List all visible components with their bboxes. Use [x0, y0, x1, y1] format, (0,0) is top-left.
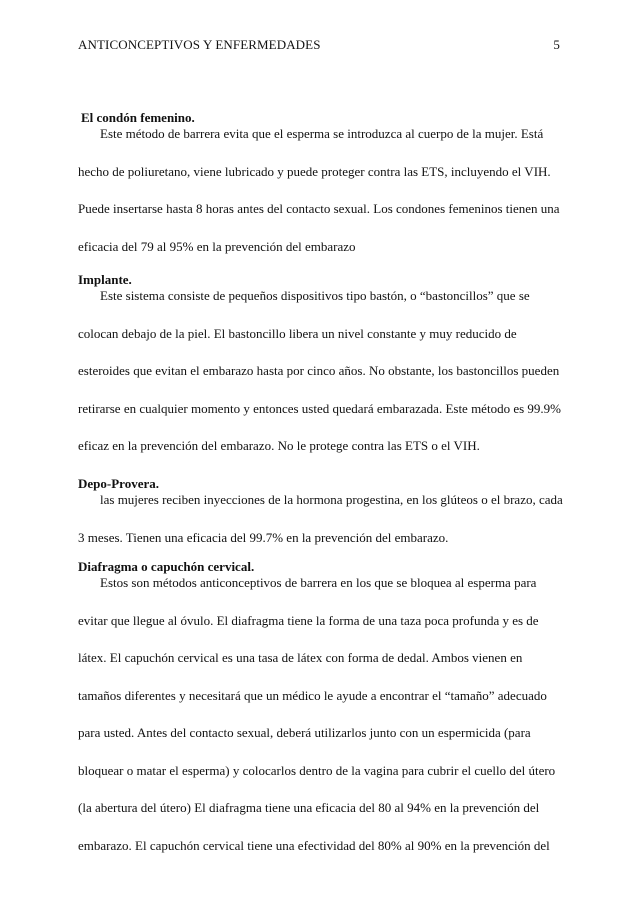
paragraph-line: tamaños diferentes y necesitará que un médico le ayude a encontrar el “tamaño” adecuado: [78, 687, 547, 703]
paragraph-line: Estos son métodos anticonceptivos de barrera en los que se bloquea al esperma para: [100, 575, 537, 590]
section-heading: Implante.: [78, 272, 132, 287]
paragraph-line: bloquear o matar el esperma) y colocarlos dentro de la vagina para cubrir el cuello del útero: [78, 762, 556, 778]
paragraph-line: para usted. Antes del contacto sexual, deberá utilizarlos junto con un espermicida (para: [78, 725, 531, 740]
paragraph-line: látex. El capuchón cervical es una tasa de látex con forma de dedal. Ambos vienen en: [78, 650, 523, 665]
paragraph-line: las mujeres reciben inyecciones de la hormona progestina, en los glúteos o el brazo, cada: [100, 492, 563, 507]
paragraph-line: evitar que llegue al óvulo. El diafragma tiene la forma de una taza poca profunda y es de: [78, 612, 539, 628]
section-diafragma: [78, 559, 568, 854]
running-title: ANTICONCEPTIVOS Y ENFERMEDADES: [78, 37, 321, 52]
page-number: 5: [553, 37, 560, 52]
paragraph-line: (la abertura del útero) El diafragma tiene una eficacia del 80 al 94% en la prevención del: [78, 800, 540, 815]
section-heading: El condón femenino.: [81, 110, 195, 125]
paragraph-line: colocan debajo de la piel. El bastoncillo libera un nivel constante y muy reducido de: [78, 325, 517, 341]
paragraph-line: esteroides que evitan el embarazo hasta por cinco años. No obstante, los bastoncillos pueden: [78, 363, 560, 378]
paragraph-line: eficaz en la prevención del embarazo. No le protege contra las ETS o el VIH.: [78, 438, 480, 453]
paragraph-line: embarazo. El capuchón cervical tiene una efectividad del 80% al 90% en la prevención del: [78, 837, 550, 853]
paragraph-line: hecho de poliuretano, viene lubricado y puede proteger contra las ETS, incluyendo el VIH.: [78, 163, 551, 179]
section-depo-provera: [78, 476, 568, 546]
section-heading: Depo-Provera.: [78, 476, 159, 491]
section-implante: [78, 272, 568, 454]
paragraph-line: retirarse en cualquier momento y entonces usted quedará embarazada. Este método es 99.9%: [78, 400, 561, 416]
page-header: [78, 37, 560, 53]
paragraph-line: eficacia del 79 al 95% en la prevención del embarazo: [78, 238, 356, 254]
section-heading: Diafragma o capuchón cervical.: [78, 559, 255, 574]
paragraph-line: Este sistema consiste de pequeños dispositivos tipo bastón, o “bastoncillos” que se: [100, 288, 530, 303]
section-condon-femenino: [78, 110, 568, 255]
paragraph-line: 3 meses. Tienen una eficacia del 99.7% en la prevención del embarazo.: [78, 529, 449, 545]
paragraph-line: Puede insertarse hasta 8 horas antes del contacto sexual. Los condones femeninos tienen una: [78, 201, 560, 216]
paragraph-line: Este método de barrera evita que el esperma se introduzca al cuerpo de la mujer. Está: [100, 126, 544, 141]
